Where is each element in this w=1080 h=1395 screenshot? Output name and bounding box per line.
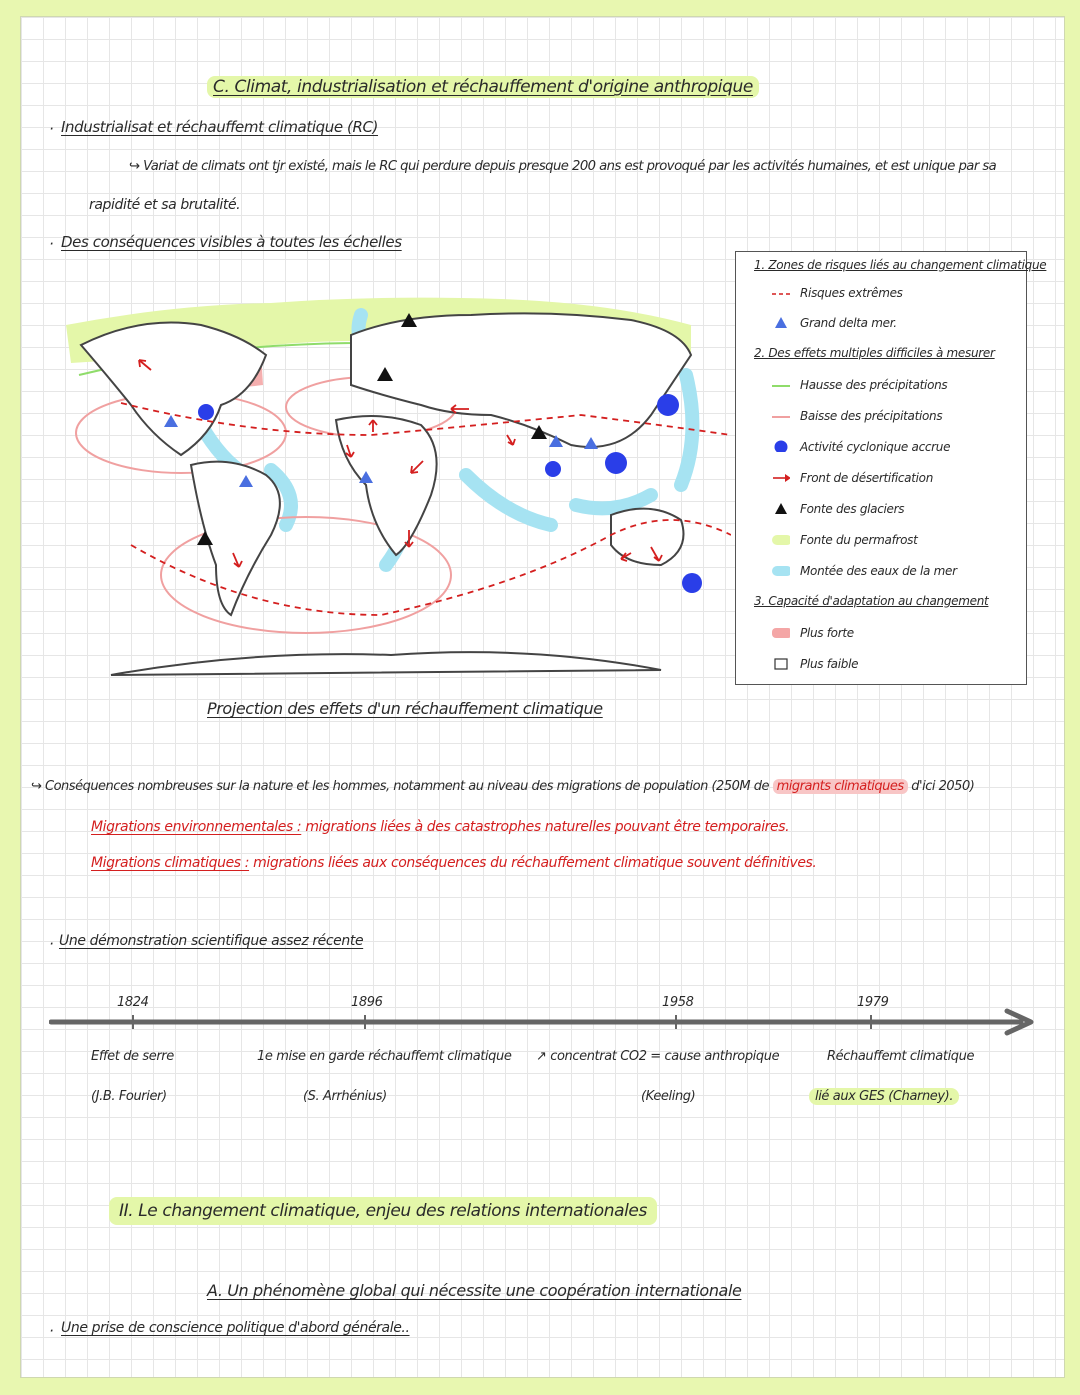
consequences-heading: Des conséquences visibles à toutes les échelles xyxy=(61,233,402,251)
timeline-year-1896: 1896 xyxy=(351,995,383,1010)
triangle-blue-icon xyxy=(774,316,792,328)
strong-swatch-icon xyxy=(772,627,790,639)
section-ii-title: II. Le changement climatique, enjeu des relations internationales xyxy=(109,1201,657,1221)
legend-label-weak: Plus faible xyxy=(800,657,859,671)
migrants-climatiques-highlight: migrants climatiques xyxy=(773,779,908,794)
timeline-who-1979 xyxy=(809,1089,959,1104)
timeline-year-1958: 1958 xyxy=(662,995,694,1010)
timeline-label-1896: 1e mise en garde réchauffemt climatique xyxy=(257,1049,512,1064)
legend-label-precip-up: Hausse des précipitations xyxy=(800,378,948,392)
env-migration-term: Migrations environnementales : xyxy=(91,819,302,835)
migrations-intro xyxy=(31,779,974,794)
prise-heading: Une prise de conscience politique d'abord générale.. xyxy=(61,1320,410,1336)
legend-section-3: 3. Capacité d'adaptation au changement xyxy=(754,594,989,608)
map-caption: Projection des effets d'un réchauffement climatique xyxy=(207,699,603,718)
legend-section-1: 1. Zones de risques liés au changement climatique xyxy=(754,258,1047,272)
legend-label-permafrost: Fonte du permafrost xyxy=(800,533,918,547)
legend-label-strong: Plus forte xyxy=(800,626,854,640)
timeline-who-1896: (S. Arrhénius) xyxy=(303,1089,387,1104)
industrialisation-text-2: rapidité et sa brutalité. xyxy=(89,197,241,213)
timeline-year-1979: 1979 xyxy=(857,995,889,1010)
dashed-line-icon xyxy=(772,288,790,300)
map-legend xyxy=(735,251,1047,685)
bullet-dot: · xyxy=(49,120,54,138)
demonstration-heading: Une démonstration scientifique assez récente xyxy=(59,933,364,949)
world-map-drawing xyxy=(51,285,731,685)
legend-label-extreme: Risques extrêmes xyxy=(800,286,903,300)
timeline-label-1958: ↗ concentrat CO2 = cause anthropique xyxy=(536,1049,780,1064)
triangle-black-icon xyxy=(774,502,792,514)
timeline-who-1824: (J.B. Fourier) xyxy=(91,1089,167,1104)
clim-migration-term: Migrations climatiques : xyxy=(91,855,250,871)
legend-label-desert: Front de désertification xyxy=(800,471,934,485)
migrations-intro-text: ↪ Conséquences nombreuses sur la nature et les hommes, notamment au niveau des migrations de population (250M de xyxy=(31,779,773,794)
timeline-axis xyxy=(49,1007,1049,1037)
env-migration-def: migrations liées à des catastrophes naturelles pouvant être temporaires. xyxy=(301,819,790,835)
legend-label-delta: Grand delta mer. xyxy=(800,316,897,330)
env-migration-definition xyxy=(91,819,789,835)
industrialisation-heading: Industrialisat et réchauffemt climatique (RC) xyxy=(61,118,379,136)
legend-section-2: 2. Des effets multiples difficiles à mesurer xyxy=(754,346,995,360)
red-arrow-icon xyxy=(772,472,790,484)
timeline-label-1824: Effet de serre xyxy=(91,1049,174,1064)
legend-label-glaciers: Fonte des glaciers xyxy=(800,502,905,516)
timeline-label-1979: Réchauffemt climatique xyxy=(827,1049,975,1064)
section-c-title: C. Climat, industrialisation et réchauffement d'origine anthropique xyxy=(207,77,759,97)
permafrost-swatch-icon xyxy=(772,534,790,546)
legend-label-cyclone: Activité cyclonique accrue xyxy=(800,440,951,454)
notebook-page xyxy=(20,16,1065,1378)
clim-migration-definition xyxy=(91,855,816,871)
timeline-who-1958: (Keeling) xyxy=(641,1089,696,1104)
timeline-year-1824: 1824 xyxy=(117,995,149,1010)
world-map xyxy=(51,285,731,685)
legend-label-precip-down: Baisse des précipitations xyxy=(800,409,943,423)
migrations-intro-end: d'ici 2050) xyxy=(907,779,975,794)
bullet-dot: · xyxy=(49,1322,54,1340)
bullet-dot: · xyxy=(49,235,54,253)
clim-migration-def: migrations liées aux conséquences du réchauffement climatique souvent définitives. xyxy=(249,855,817,871)
bullet-dot: · xyxy=(49,935,54,953)
legend-label-sea: Montée des eaux de la mer xyxy=(800,564,957,578)
section-a-title: A. Un phénomène global qui nécessite une coopération internationale xyxy=(207,1281,742,1300)
sea-swatch-icon xyxy=(772,565,790,577)
pink-line-icon xyxy=(772,411,790,423)
blue-dot-icon xyxy=(774,440,792,452)
empty-square-icon xyxy=(774,658,792,670)
green-line-icon xyxy=(772,380,790,392)
industrialisation-text-1: ↪ Variat de climats ont tjr existé, mais le RC qui perdure depuis presque 200 ans est provoqué par les activités humaines, et est unique par sa xyxy=(129,159,997,174)
timeline-who-1979-text: lié aux GES (Charney). xyxy=(809,1088,959,1105)
